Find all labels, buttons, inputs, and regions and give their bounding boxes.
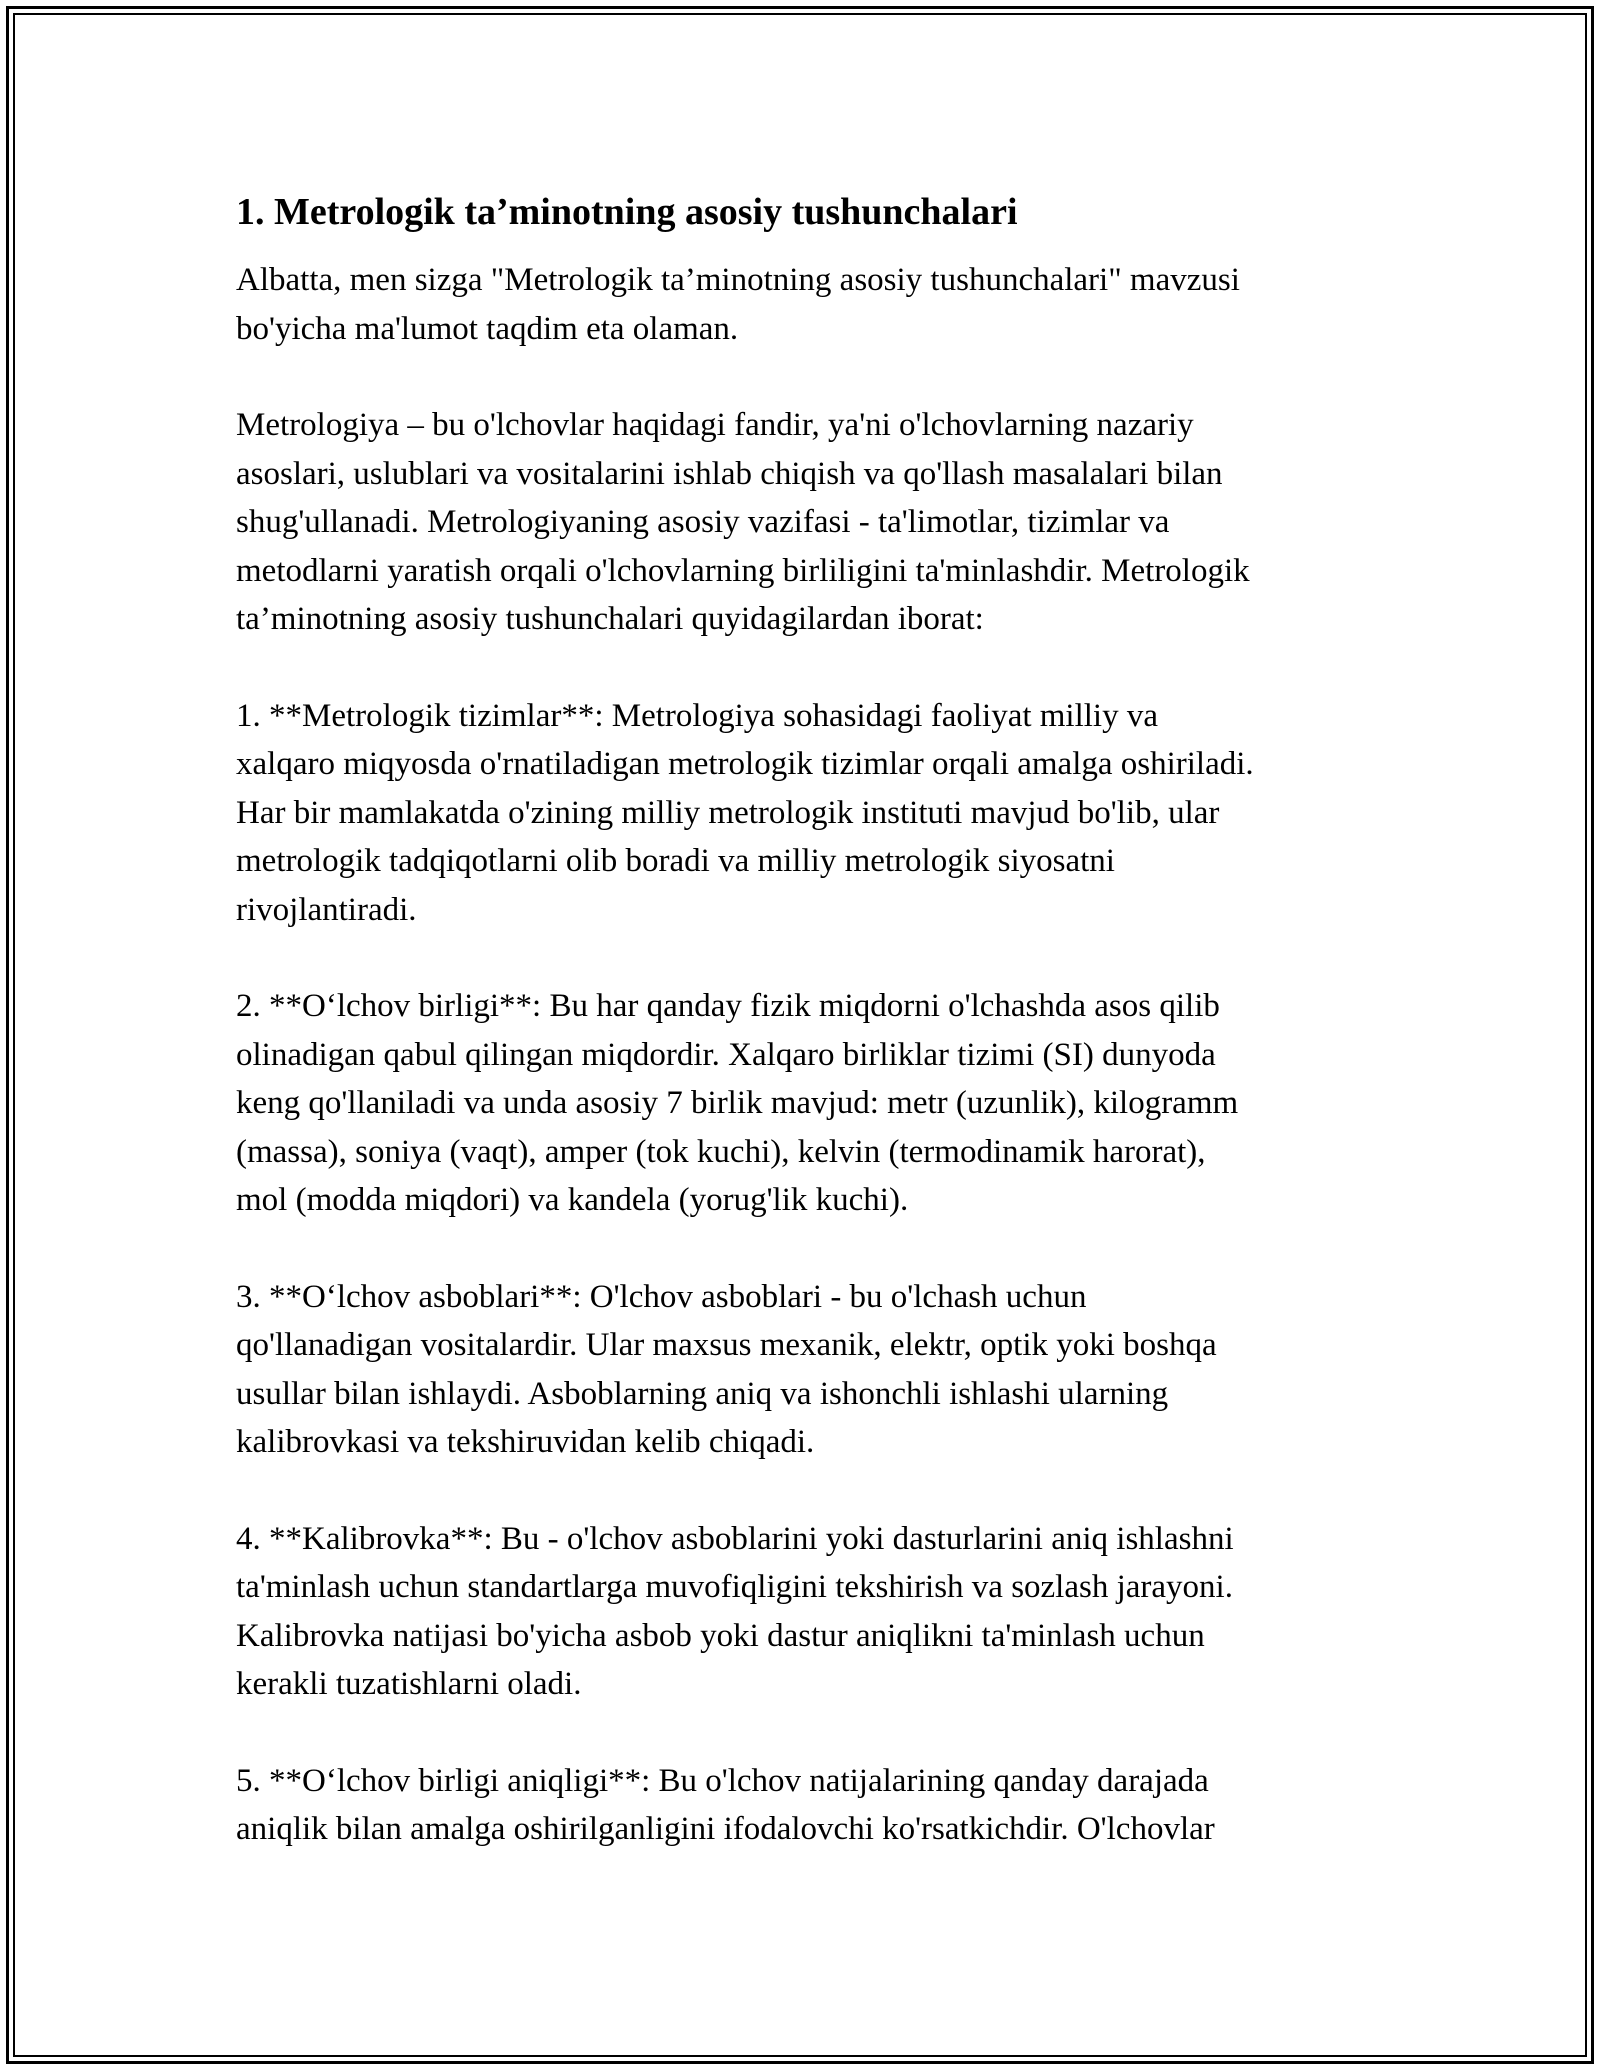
list-item-calibration: 4. **Kalibrovka**: Bu - o'lchov asboblarini yoki dasturlarini aniq ishlashni ta'minlash uchun standartlarga muvofiqligini tekshirish va sozlash jarayoni. Kalibrovka natijasi bo'yicha asbob yoki dastur aniqlikni ta'minlash uchun kerakli tuzatishlarni oladi.: [236, 1520, 1234, 1702]
list-item-measuring-instruments: 3. **O‘lchov asboblari**: O'lchov asboblari - bu o'lchash uchun qo'llanadigan vositalardir. Ular maxsus mexanik, elektr, optik yoki boshqa usullar bilan ishlaydi. Asboblarning aniq va ishonchli ishlashi ularning kalibrovkasi va tekshiruvidan kelib chiqadi.: [236, 1278, 1217, 1460]
paragraph-metrology-definition: Metrologiya – bu o'lchovlar haqidagi fandir, ya'ni o'lchovlarning nazariy asoslari, uslublari va vositalarini ishlab chiqish va qo'llash masalalari bilan shug'ullanadi. Metrologiyaning asosiy vazifasi - ta'limotlar, tizimlar va metodlarni yaratish orqali o'lchovlarning birliligini ta'minlashdir. Metrologik ta’minotning asosiy tushunchalari quyidagilardan iborat:: [236, 407, 1250, 637]
list-item-unit-accuracy: 5. **O‘lchov birligi aniqligi**: Bu o'lchov natijalarining qanday darajada aniqlik bilan amalga oshirilganligini ifodalovchi ko'rsatkichdir. O'lchovlar: [236, 1762, 1215, 1847]
paragraph-intro: Albatta, men sizga "Metrologik ta’minotning asosiy tushunchalari" mavzusi bo'yicha ma'lumot taqdim eta olaman.: [236, 262, 1240, 347]
list-item-unit-of-measure: 2. **O‘lchov birligi**: Bu har qanday fizik miqdorni o'lchashda asos qilib olinadigan qabul qilingan miqdordir. Xalqaro birliklar tizimi (SI) dunyoda keng qo'llaniladi va unda asosiy 7 birlik mavjud: metr (uzunlik), kilogramm (massa), soniya (vaqt), amper (tok kuchi), kelvin (termodinamik harorat), mol (modda miqdori) va kandela (yorug'lik kuchi).: [236, 988, 1239, 1218]
list-item-metrological-systems: 1. **Metrologik tizimlar**: Metrologiya sohasidagi faoliyat milliy va xalqaro miqyosda o'rnatiladigan metrologik tizimlar orqali amalga oshiriladi. Har bir mamlakatda o'zining milliy metrologik instituti mavjud bo'lib, ular metrologik tadqiqotlarni olib boradi va milliy metrologik siyosatni rivojlantiradi.: [236, 697, 1254, 928]
document-page: [236, 186, 1396, 1854]
document-title: 1. Metrologik ta’minotning asosiy tushunchalari: [236, 191, 1018, 233]
